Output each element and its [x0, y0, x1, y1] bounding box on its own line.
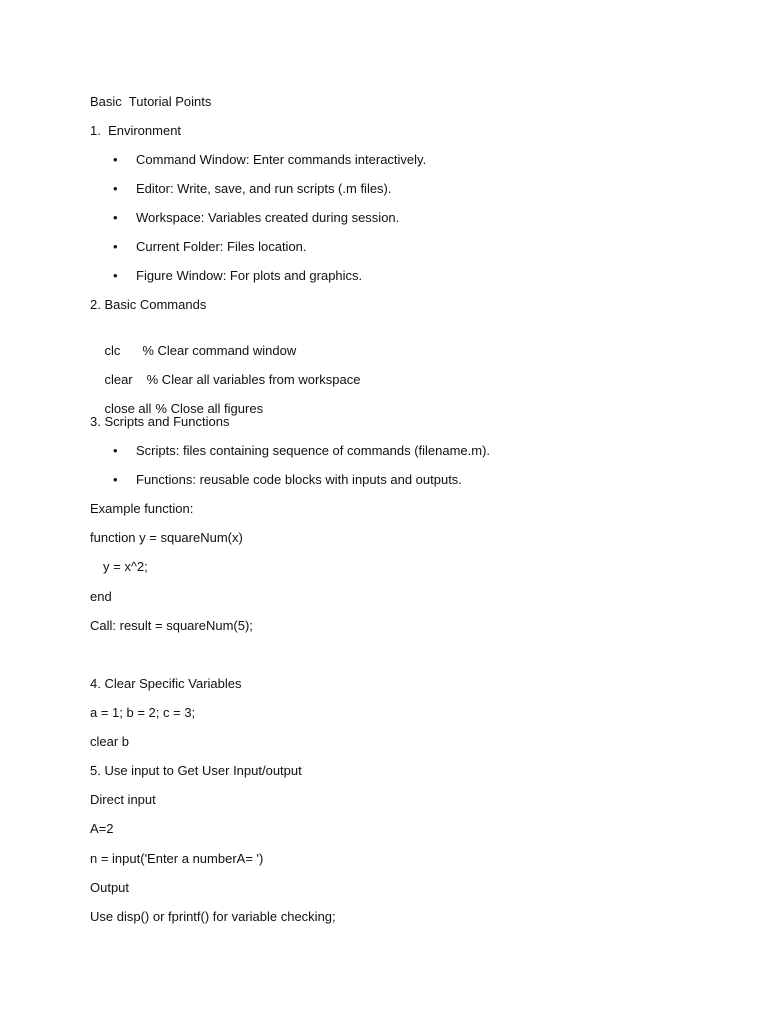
- text-line: Use disp() or fprintf() for variable checking;: [90, 909, 336, 924]
- bullet-icon: •: [113, 181, 118, 196]
- bullet-icon: •: [113, 210, 118, 225]
- list-item: Current Folder: Files location.: [136, 239, 307, 254]
- code-line: A=2: [90, 821, 114, 836]
- command-comment: % Clear all variables from workspace: [146, 372, 361, 387]
- command-comment: % Clear command window: [142, 343, 297, 358]
- list-item: Command Window: Enter commands interactively.: [136, 152, 427, 167]
- document-title: Basic Tutorial Points: [90, 94, 212, 109]
- text-line: Direct input: [90, 792, 156, 807]
- bullet-icon: •: [113, 472, 118, 487]
- list-item: Functions: reusable code blocks with inputs and outputs.: [136, 472, 462, 487]
- command-name: close all: [104, 401, 152, 416]
- bullet-icon: •: [113, 268, 118, 283]
- code-line: end: [90, 589, 112, 604]
- bullet-icon: •: [113, 239, 118, 254]
- section-heading-user-input: 5. Use input to Get User Input/output: [90, 763, 302, 778]
- function-call: Call: result = squareNum(5);: [90, 618, 253, 633]
- section-heading-scripts-functions: 3. Scripts and Functions: [90, 414, 230, 429]
- command-comment: % Close all figures: [155, 401, 264, 416]
- list-item: Workspace: Variables created during session.: [136, 210, 400, 225]
- section-heading-basic-commands: 2. Basic Commands: [90, 297, 207, 312]
- bullet-icon: •: [113, 152, 118, 167]
- section-heading-environment: 1. Environment: [90, 123, 182, 138]
- list-item: Figure Window: For plots and graphics.: [136, 268, 363, 283]
- list-item: Scripts: files containing sequence of commands (filename.m).: [136, 443, 491, 458]
- text-line: Output: [90, 880, 130, 895]
- example-label: Example function:: [90, 501, 194, 516]
- bullet-icon: •: [113, 443, 118, 458]
- command-name: clc: [104, 343, 121, 358]
- code-line: a = 1; b = 2; c = 3;: [90, 705, 196, 720]
- section-heading-clear-variables: 4. Clear Specific Variables: [90, 676, 242, 691]
- list-item: Editor: Write, save, and run scripts (.m files).: [136, 181, 392, 196]
- code-line: function y = squareNum(x): [90, 530, 243, 545]
- code-line: clear b: [90, 734, 130, 749]
- code-line: n = input('Enter a numberA= '): [90, 851, 264, 866]
- code-line: y = x^2;: [103, 559, 148, 574]
- command-name: clear: [104, 372, 133, 387]
